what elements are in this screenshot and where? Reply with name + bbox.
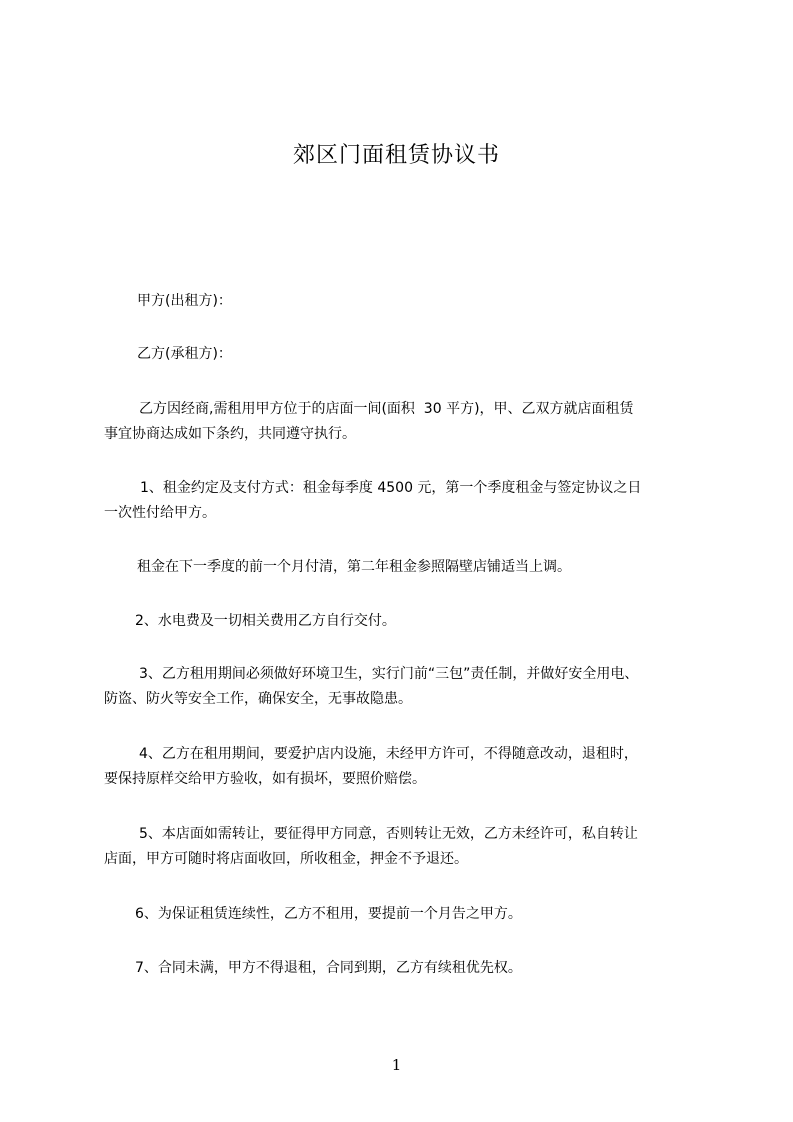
clause-5-line-2: 店面，甲方可随时将店面收回，所收租金，押金不予退还。 (104, 851, 468, 867)
clause-6 (104, 902, 714, 927)
clause-5-line-1: 5、本店面如需转让，要征得甲方同意，否则转让无效，乙方未经许可，私自转让 (139, 826, 638, 842)
intro-line-1: 乙方因经商,需租用甲方位于的店面一间(面积 30 平方)，甲、乙双方就店面租赁 (139, 401, 634, 417)
party-b-label: 乙方(承租方)： (137, 346, 232, 362)
party-a-label: 甲方(出租方)： (137, 293, 232, 309)
clause-1 (104, 476, 714, 526)
clause-4-line-1: 4、乙方在租用期间，要爱护店内设施，未经甲方许可，不得随意改动，退租时， (139, 746, 638, 762)
clause-3-line-1: 3、乙方租用期间必须做好环境卫生，实行门前“三包”责任制，并做好安全用电、 (139, 666, 639, 682)
clause-4 (104, 742, 714, 792)
clause-1-line-2: 一次性付给甲方。 (104, 505, 216, 521)
clause-7-line-1: 7、合同未满，甲方不得退租，合同到期，乙方有续租优先权。 (135, 960, 522, 976)
clause-7 (104, 956, 714, 981)
clause-2-line-1: 2、水电费及一切相关费用乙方自行交付。 (135, 613, 396, 629)
clause-2 (104, 609, 714, 634)
clause-3 (104, 662, 714, 712)
intro-line-2: 事宜协商达成如下条约，共同遵守执行。 (104, 426, 356, 442)
clause-5 (104, 822, 714, 872)
clause-1-line-1: 1、租金约定及支付方式：租金每季度 4500 元，第一个季度租金与签定协议之日 (140, 480, 642, 496)
page-number: 1 (391, 1056, 402, 1074)
clause-6-line-1: 6、为保证租赁连续性，乙方不租用，要提前一个月告之甲方。 (135, 906, 522, 922)
clause-rent-schedule (104, 555, 714, 580)
clause-4-line-2: 要保持原样交给甲方验收，如有损坏，要照价赔偿。 (104, 771, 426, 787)
clause-rent-schedule-line-1: 租金在下一季度的前一个月付清，第二年租金参照隔壁店铺适当上调。 (137, 559, 571, 575)
document-title: 郊区门面租赁协议书 (292, 143, 500, 168)
clause-3-line-2: 防盗、防火等安全工作，确保安全，无事故隐患。 (104, 691, 412, 707)
intro-paragraph (104, 397, 714, 447)
